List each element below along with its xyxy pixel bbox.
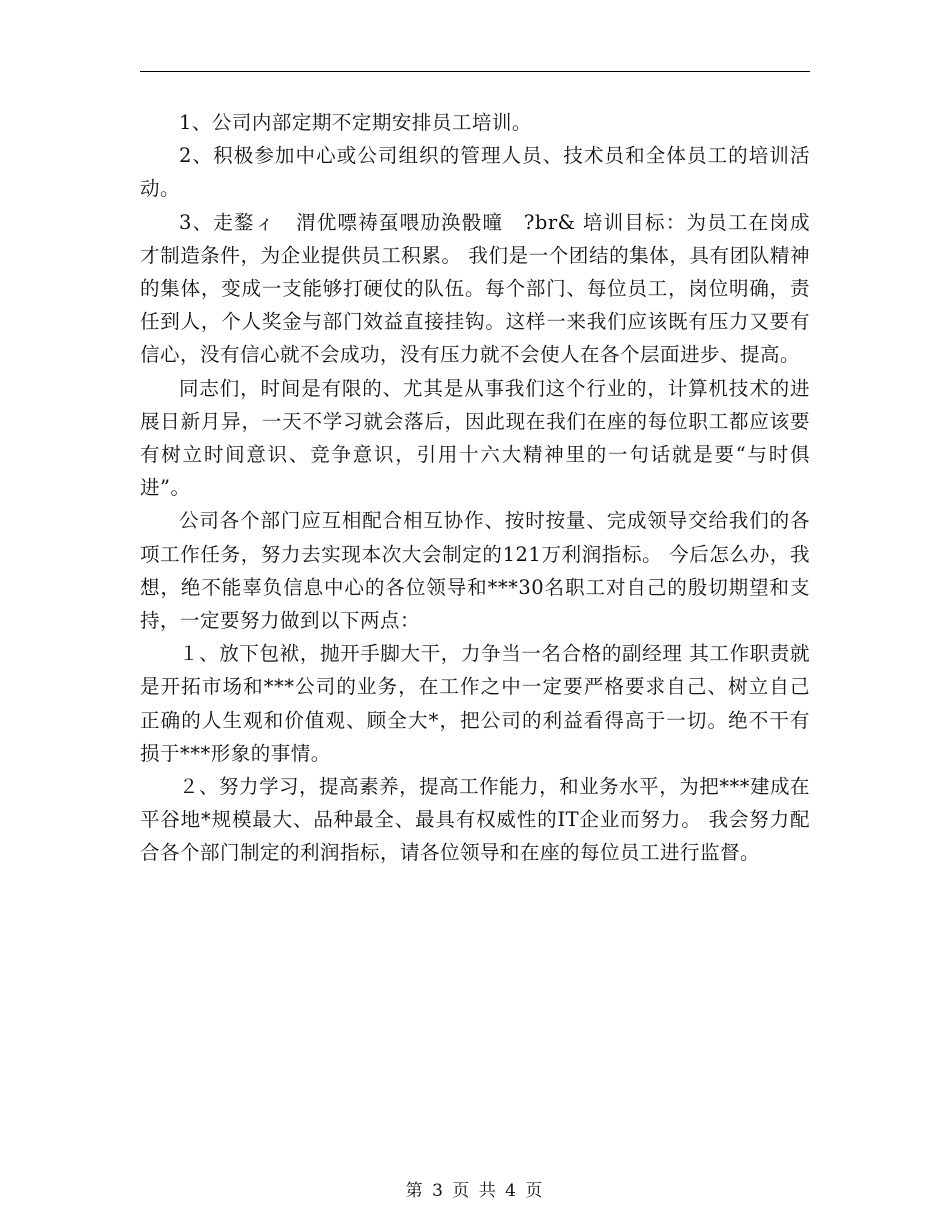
- paragraph-4: 同志们，时间是有限的、尤其是从事我们这个行业的，计算机技术的进展日新月异，一天不学习就会落后，因此现在我们在座的每位职工都应该要有树立时间意识、竞争意识，引用十六大精神里的一句话就是要“与时俱进”。: [140, 376, 810, 500]
- paragraph-5: 公司各个部门应互相配合相互协作、按时按量、完成领导交给我们的各项工作任务，努力去实现本次大会制定的121万利润指标。 今后怎么办，我想，绝不能辜负信息中心的各位领导和***30名职工对自己的殷切期望和支持，一定要努力做到以下两点：: [140, 509, 810, 633]
- paragraph-2: 2、积极参加中心或公司组织的管理人员、技术员和全体员工的培训活动。: [140, 144, 810, 201]
- paragraph-1: 1、公司内部定期不定期安排员工培训。: [179, 111, 532, 134]
- paragraph-7: ２、努力学习，提高素养，提高工作能力，和业务水平，为把***建成在平谷地*规模最大、品种最全、最具有权威性的IT企业而努力。 我会努力配合各个部门制定的利润指标，请各位领导和在座的每位员工进行监督。: [140, 775, 810, 865]
- header-rule: [140, 71, 810, 72]
- paragraph-6: １、放下包袱，抛开手脚大干，力争当一名合格的副经理 其工作职责就是开拓市场和***公司的业务，在工作之中一定要严格要求自己、树立自己正确的人生观和价值观、顾全大*，把公司的利益看得高于一切。绝不干有损于***形象的事情。: [140, 642, 810, 765]
- page-number-footer: 第 3 页 共 4 页: [405, 1181, 545, 1201]
- paragraph-3: 3、走鍪ィ 渭优嘌祷虿喂劢涣骰曈 ?br& 培训目标：为员工在岗成才制造条件，为企业提供员工积累。 我们是一个团结的集体，具有团队精神的集体，变成一支能够打硬仗的队伍。每个部门、每位员工，岗位明确，责任到人，个人奖金与部门效益直接挂钩。这样一来我们应该既有压力又要有信心，没有信心就不会成功，没有压力就不会使人在各个层面进步、提高。: [140, 210, 810, 367]
- document-body: [140, 106, 810, 870]
